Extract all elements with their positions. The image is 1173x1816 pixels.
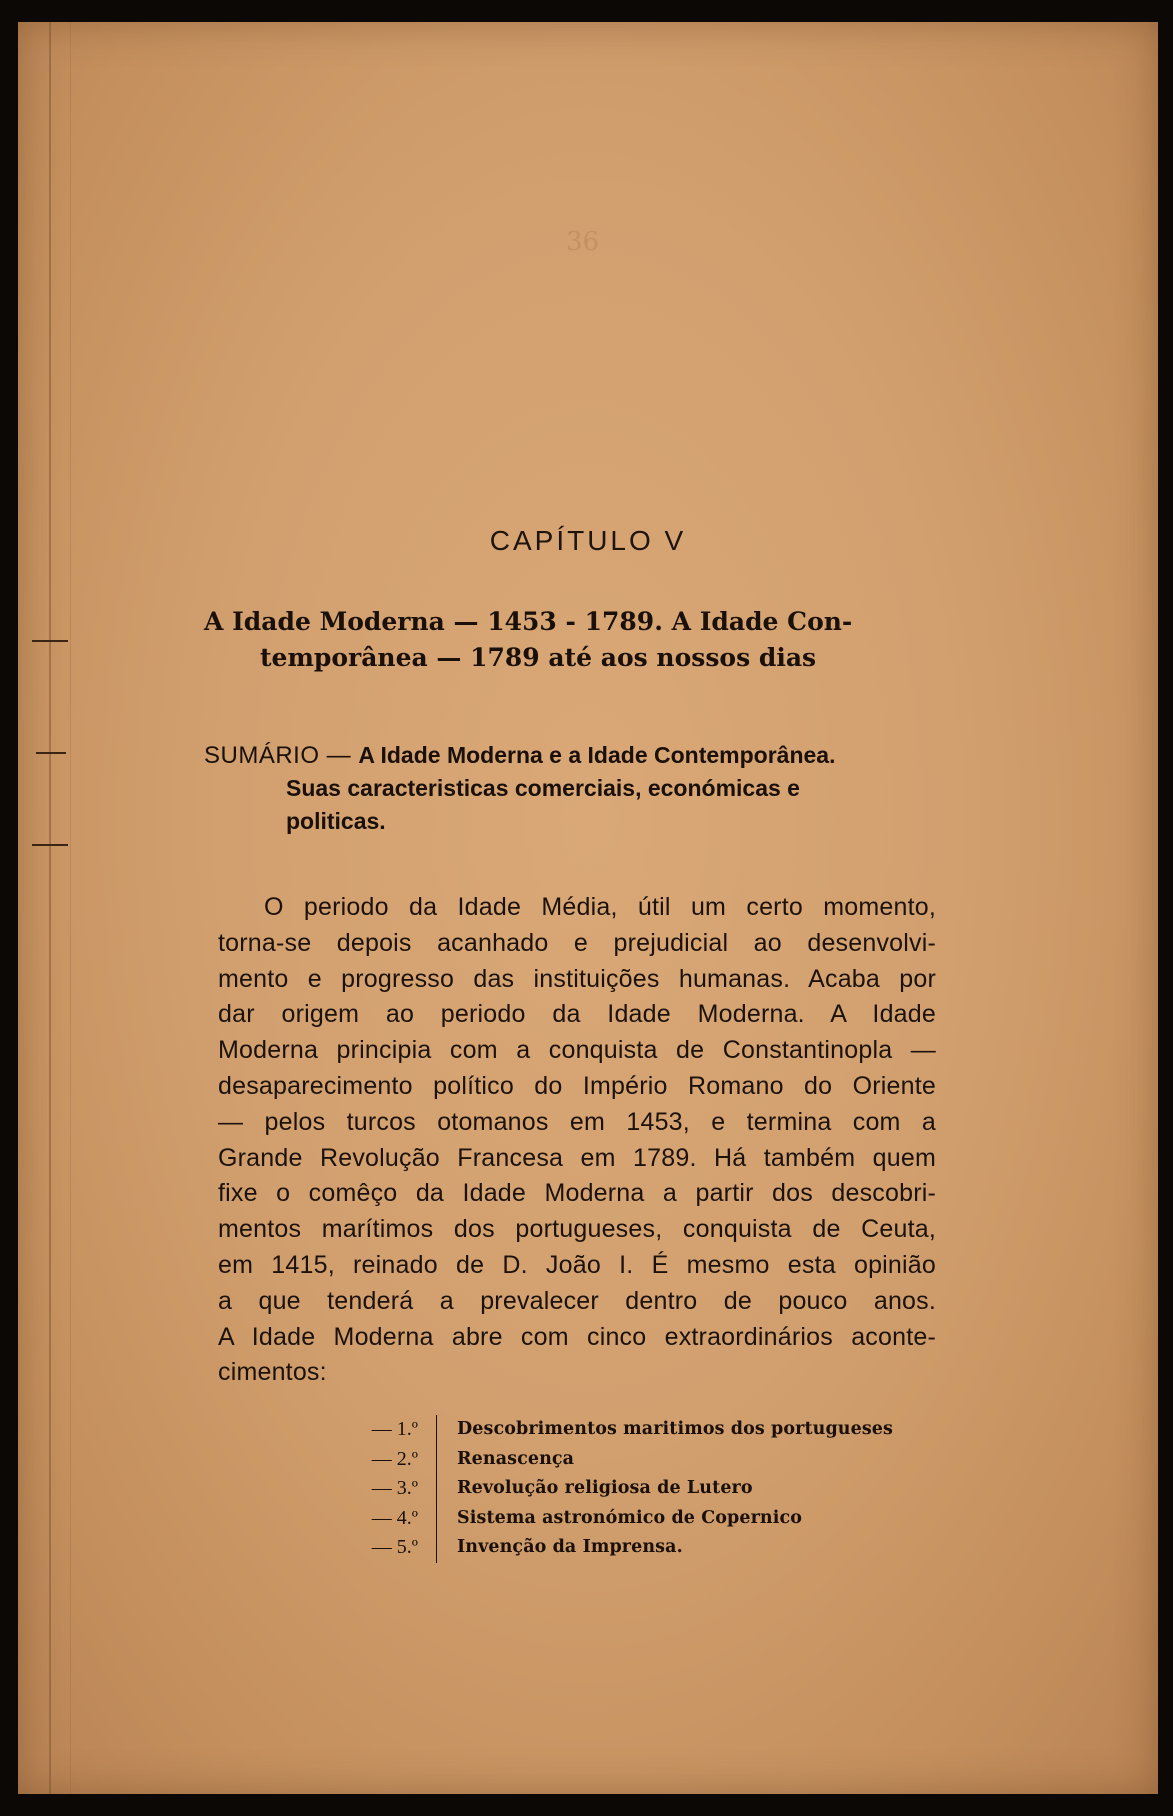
- event-text: Revolução religiosa de Lutero: [457, 1478, 753, 1498]
- show-through-page-number: 36: [566, 227, 600, 257]
- paragraph-line: a que tenderá a prevalecer dentro de pouco anos.: [218, 1286, 936, 1315]
- event-number: — 4.º: [371, 1506, 418, 1529]
- events-list: [348, 1415, 893, 1563]
- heading-line: A Idade Moderna — 1453 - 1789. A Idade Con-: [204, 607, 853, 636]
- margin-mark: [36, 752, 66, 754]
- paragraph-line: mento e progresso das instituições humanas. Acaba por: [218, 964, 936, 993]
- event-separator: [436, 1533, 437, 1563]
- book-page: [18, 22, 1158, 1794]
- event-text: Invenção da Imprensa.: [457, 1537, 683, 1557]
- paragraph-line: cimentos:: [218, 1358, 327, 1387]
- summary-text: politicas.: [286, 808, 386, 834]
- event-text: Descobrimentos maritimos dos portugueses: [457, 1419, 893, 1439]
- event-separator: [436, 1445, 437, 1475]
- page-fold-line: [49, 22, 51, 1794]
- event-number: — 3.º: [371, 1477, 418, 1499]
- summary-label: SUMÁRIO —: [204, 742, 359, 769]
- margin-mark: [32, 640, 68, 642]
- paragraph-line: A Idade Moderna abre com cinco extraordinários aconte-: [218, 1322, 936, 1351]
- event-number: — 5.º: [371, 1536, 418, 1558]
- paragraph-line: Grande Revolução Francesa em 1789. Há também quem: [218, 1143, 936, 1172]
- paragraph-line: Moderna principia com a conquista de Constantinopla —: [218, 1036, 936, 1065]
- paragraph-line: em 1415, reinado de D. João I. É mesmo esta opinião: [218, 1250, 936, 1279]
- event-separator: [436, 1415, 437, 1445]
- event-item: [348, 1474, 893, 1504]
- margin-mark: [32, 844, 68, 846]
- paragraph-line: fixe o comêço da Idade Moderna a partir dos descobri-: [218, 1179, 936, 1208]
- chapter-heading: [204, 604, 944, 676]
- paragraph-line: dar origem ao periodo da Idade Moderna. A Idade: [218, 1000, 936, 1029]
- page-fold-line-faint: [70, 22, 71, 1794]
- event-text: Renascença: [457, 1448, 575, 1469]
- event-text: Sistema astronómico de Copernico: [457, 1507, 803, 1528]
- event-separator: [436, 1474, 437, 1504]
- summary-text: Suas caracteristicas comerciais, económicas e: [286, 775, 800, 801]
- event-item: [348, 1504, 893, 1534]
- paragraph-line: torna-se depois acanhado e prejudicial ao desenvolvi-: [218, 928, 936, 957]
- paragraph-line: desaparecimento político do Império Romano do Oriente: [218, 1071, 936, 1100]
- paragraph-line: O periodo da Idade Média, útil um certo momento,: [264, 893, 936, 921]
- event-item: [348, 1445, 893, 1475]
- event-number: — 1.º: [371, 1418, 418, 1440]
- heading-line: temporânea — 1789 até aos nossos dias: [260, 643, 817, 672]
- chapter-summary: [204, 739, 944, 838]
- event-number: — 2.º: [371, 1447, 418, 1470]
- summary-text: A Idade Moderna e a Idade Contemporânea.: [358, 742, 836, 768]
- event-item: [348, 1533, 893, 1563]
- event-separator: [436, 1504, 437, 1534]
- paragraph-line: — pelos turcos otomanos em 1453, e termina com a: [218, 1107, 936, 1136]
- chapter-title: CAPÍTULO V: [489, 525, 687, 556]
- paragraph-line: mentos marítimos dos portugueses, conquista de Ceuta,: [218, 1215, 936, 1244]
- event-item: [348, 1415, 893, 1445]
- body-paragraph: [218, 890, 936, 1391]
